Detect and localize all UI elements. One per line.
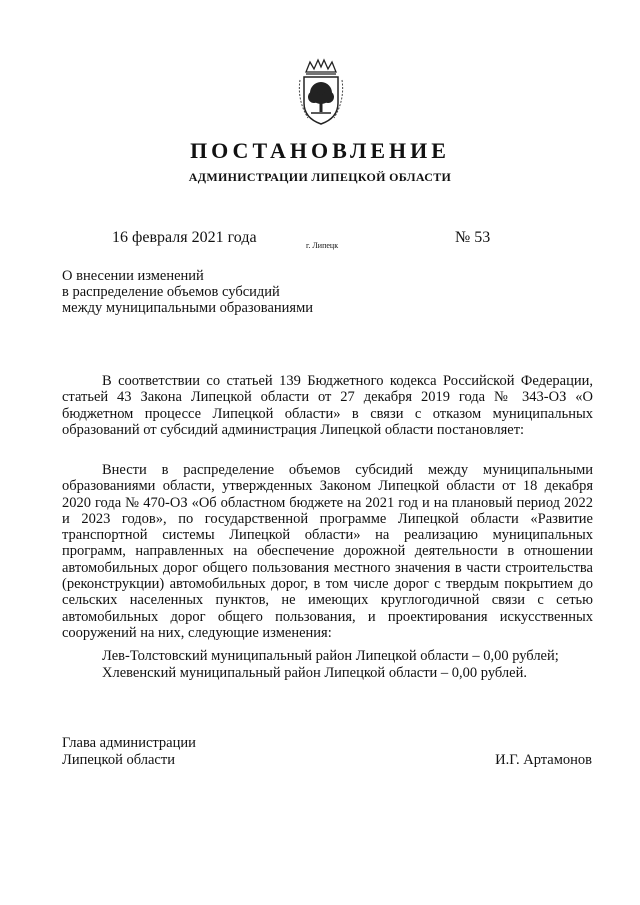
- document-date: 16 февраля 2021 года: [112, 229, 257, 246]
- list-item: Хлевенский муниципальный район Липецкой области – 0,00 рублей.: [102, 665, 527, 681]
- preamble-paragraph: [62, 373, 593, 438]
- position-line: Глава администрации: [62, 735, 196, 751]
- signatory-position: [62, 735, 196, 769]
- document-subject: [62, 268, 313, 316]
- position-line: Липецкой области: [62, 752, 175, 768]
- subject-line: между муниципальными образованиями: [62, 300, 314, 316]
- document-title: ПОСТАНОВЛЕНИЕ: [190, 138, 450, 163]
- signatory-name: И.Г. Артамонов: [495, 752, 592, 768]
- subject-line: в распределение объемов субсидий: [62, 284, 280, 300]
- document-city: г. Липецк: [306, 241, 339, 250]
- list-item: Лев-Толстовский муниципальный район Липецкой области – 0,00 рублей;: [102, 648, 559, 664]
- paragraph-text: В соответствии со статьей 139 Бюджетного кодекса Российской Федерации, статьей 43 Закона Липецкой области от 27 декабря 2019 года № 343-ОЗ «О бюджетном процессе Липецкой области» в связи с отказом муниципальных образований от субсидий администрация Липецкой области постановляет:: [62, 373, 593, 438]
- paragraph-text: Внести в распределение объемов субсидий между муниципальными образованиями области, утвержденных Законом Липецкой области от 18 декабря 2020 года № 470-ОЗ «Об областном бюджете на 2021 год и на плановый период 2022 и 2023 годов», по государственной программе Липецкой области «Развитие транспортной системы Липецкой области» на реализацию муниципальных программ, направленных на обеспечение дорожной деятельности в отношении автомобильных дорог общего пользования местного значения в части строительства (реконструкции) автомобильных дорог, в том числе дорог с твердым покрытием до сельских населенных пунктов, не имеющих круглогодичной связи с сетью автомобильных дорог общего пользования, и проектирования искусственных сооружений на них, следующие изменения:: [62, 462, 593, 641]
- resolution-paragraph: [62, 462, 593, 641]
- subject-line: О внесении изменений: [62, 268, 204, 284]
- document-number: № 53: [455, 229, 491, 246]
- issuer-subtitle: АДМИНИСТРАЦИИ ЛИПЕЦКОЙ ОБЛАСТИ: [188, 170, 452, 184]
- coat-of-arms-icon: [294, 58, 348, 128]
